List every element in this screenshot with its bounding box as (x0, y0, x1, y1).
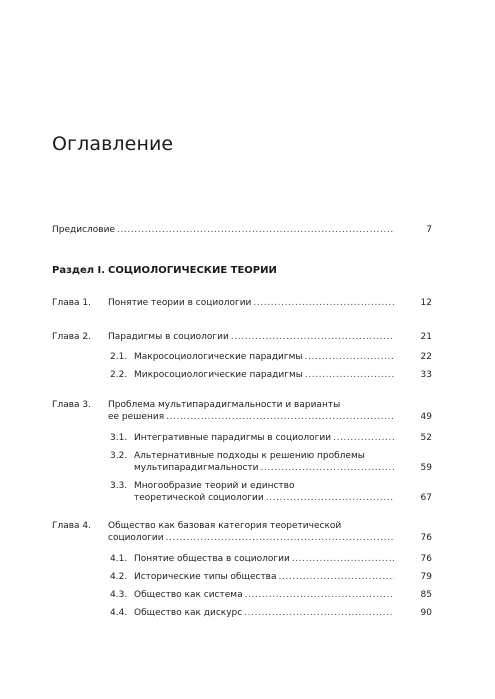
subsection-number: 3.2. (110, 451, 128, 461)
entry-title: Макросоциологические парадигмы (134, 352, 303, 362)
entry-title: Парадигмы в социологии (108, 332, 229, 342)
entry-title: Микросоциологические парадигмы (134, 370, 303, 380)
page-number: 12 (420, 298, 432, 308)
entry-title-line-1: Многообразие теорий и единство (134, 481, 295, 491)
dot-leader (266, 492, 394, 504)
entry-title: Интегративные парадигмы в социологии (134, 433, 332, 443)
entry-title-line-2: теоретической социологии (134, 493, 264, 503)
entry-title-line-2: ее решения (108, 412, 165, 422)
page-title: Оглавление (52, 133, 174, 155)
dot-leader (244, 607, 394, 619)
dot-leader (279, 571, 394, 583)
subsection-number: 2.2. (110, 370, 128, 380)
page-number: 49 (420, 412, 432, 422)
entry-title: Общество как дискурс (134, 608, 243, 618)
page-number: 33 (420, 370, 432, 380)
page-number: 22 (420, 352, 432, 362)
entry-title-line-1: Проблема мультипарадигмальности и варианты (108, 400, 341, 410)
dot-leader (166, 532, 394, 544)
section-heading (52, 264, 432, 277)
section-title: СОЦИОЛОГИЧЕСКИЕ ТЕОРИИ (108, 265, 277, 276)
page-number: 90 (420, 608, 432, 618)
dot-leader (166, 411, 394, 423)
dot-leader (245, 589, 394, 601)
page-number: 67 (420, 493, 432, 503)
chapter-label: Глава 2. (52, 332, 92, 342)
page-number: 79 (420, 572, 432, 582)
dot-leader (117, 224, 394, 236)
subsection-number: 3.1. (110, 433, 128, 443)
entry-title-line-2: мультипарадигмальности (134, 463, 259, 473)
subsection-number: 4.1. (110, 554, 128, 564)
chapter-label: Глава 1. (52, 298, 92, 308)
entry-title-line-2: социологии (108, 533, 164, 543)
entry-title-line-1: Альтернативные подходы к решению проблемы (134, 451, 365, 461)
page-number: 76 (420, 533, 432, 543)
subsection-number: 2.1. (110, 352, 128, 362)
subsection-number: 3.3. (110, 481, 128, 491)
page-number: 21 (420, 332, 432, 342)
entry-title: Исторические типы общества (134, 572, 277, 582)
entry-title: Понятие общества в социологии (134, 554, 290, 564)
dot-leader (260, 462, 394, 474)
entry-title: Понятие теории в социологии (108, 298, 252, 308)
chapter-label: Глава 3. (52, 400, 92, 410)
page-number: 59 (420, 463, 432, 473)
dot-leader (253, 297, 394, 309)
section-label: Раздел I. (52, 265, 106, 276)
entry-title: Предисловие (52, 225, 115, 235)
page-number: 7 (426, 225, 432, 235)
dot-leader (305, 369, 394, 381)
entry-title: Общество как система (134, 590, 243, 600)
page-number: 76 (420, 554, 432, 564)
subsection-number: 4.4. (110, 608, 128, 618)
subsection-number: 4.2. (110, 572, 128, 582)
page-number: 52 (420, 433, 432, 443)
dot-leader (305, 351, 394, 363)
dot-leader (292, 553, 394, 565)
chapter-label: Глава 4. (52, 521, 92, 531)
dot-leader (231, 331, 394, 343)
page-number: 85 (420, 590, 432, 600)
dot-leader (333, 432, 394, 444)
subsection-number: 4.3. (110, 590, 128, 600)
entry-title-line-1: Общество как базовая категория теоретической (108, 521, 342, 531)
